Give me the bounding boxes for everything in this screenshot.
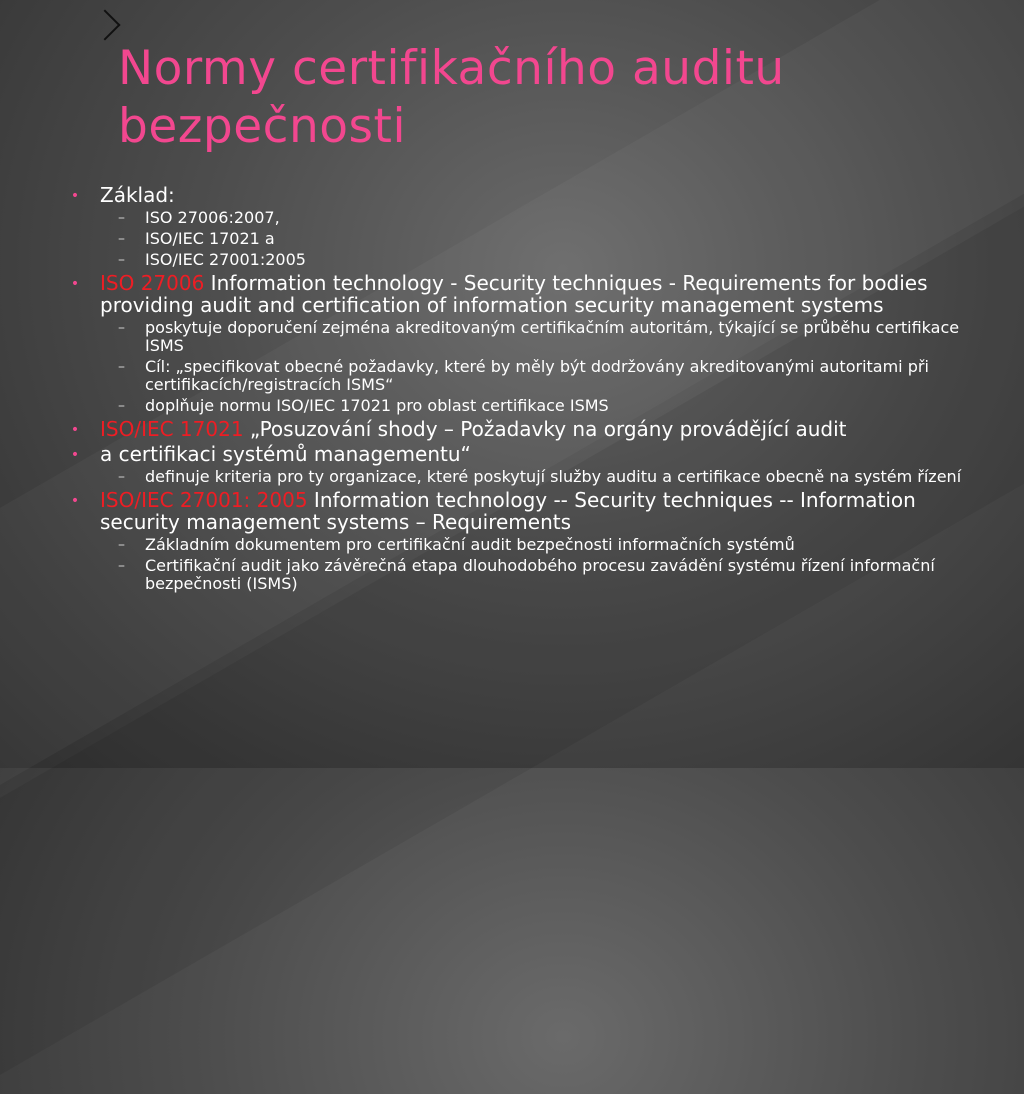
list-item (60, 397, 970, 415)
list-item (60, 272, 970, 316)
item-text: poskytuje doporučení zejména akreditovaným certifikačním autoritám, týkající se průběhu certifikace ISMS (145, 318, 960, 355)
item-text: doplňuje normu ISO/IEC 17021 pro oblast certifikace ISMS (145, 396, 609, 415)
list-item (60, 557, 970, 593)
list-item (60, 468, 970, 486)
item-text: Základ: (100, 183, 175, 207)
item-text: Základním dokumentem pro certifikační audit bezpečnosti informačních systémů (145, 535, 795, 554)
item-text: Cíl: „specifikovat obecné požadavky, které by měly být dodržovány akreditovanými autoritami při certifikacích/registracích ISMS“ (145, 357, 929, 394)
dash-icon: – (118, 252, 125, 268)
item-text: Information technology - Security techniques - Requirements for bodies providing audit and certification of information security management systems (100, 271, 928, 317)
item-text: „Posuzování shody – Požadavky na orgány provádějící audit (243, 417, 847, 441)
bullet-icon: • (70, 188, 80, 204)
bullet-icon: • (70, 276, 80, 292)
dash-icon: – (118, 320, 125, 336)
dash-icon: – (118, 359, 125, 375)
item-text: ISO/IEC 17021 a (145, 229, 275, 248)
dash-icon: – (118, 558, 125, 574)
list-item (60, 319, 970, 355)
bullet-list (60, 181, 970, 593)
dash-icon: – (118, 469, 125, 485)
item-text: ISO 27006:2007, (145, 208, 280, 227)
item-text: Information technology -- Security techniques -- Information security management systems – Requirements (100, 488, 916, 534)
dash-icon: – (118, 398, 125, 414)
bullet-icon: • (70, 493, 80, 509)
item-text: ISO/IEC 27001:2005 (145, 250, 306, 269)
item-text: definuje kriteria pro ty organizace, které poskytují služby auditu a certifikace obecně na systém řízení (145, 467, 962, 486)
dash-icon: – (118, 210, 125, 226)
list-item (60, 489, 970, 533)
item-text: a certifikaci systémů managementu“ (100, 442, 471, 466)
dash-icon: – (118, 231, 125, 247)
list-item (60, 536, 970, 554)
standard-name: ISO/IEC 17021 (100, 417, 244, 441)
list-item (60, 230, 970, 248)
standard-name: ISO 27006 (100, 271, 205, 295)
standard-name: ISO/IEC 27001: 2005 (100, 488, 308, 512)
list-item (60, 443, 970, 465)
bullet-icon: • (70, 422, 80, 438)
list-item (60, 418, 970, 440)
list-item (60, 209, 970, 227)
slide-title: Normy certifikačního auditu bezpečnosti (118, 41, 785, 154)
list-item (60, 251, 970, 269)
list-item (60, 184, 970, 206)
bullet-icon: • (70, 447, 80, 463)
list-item (60, 358, 970, 394)
chevron-right-icon (89, 9, 120, 40)
item-text: Certifikační audit jako závěrečná etapa dlouhodobého procesu zavádění systému řízení informační bezpečnosti (ISMS) (145, 556, 935, 593)
dash-icon: – (118, 537, 125, 553)
